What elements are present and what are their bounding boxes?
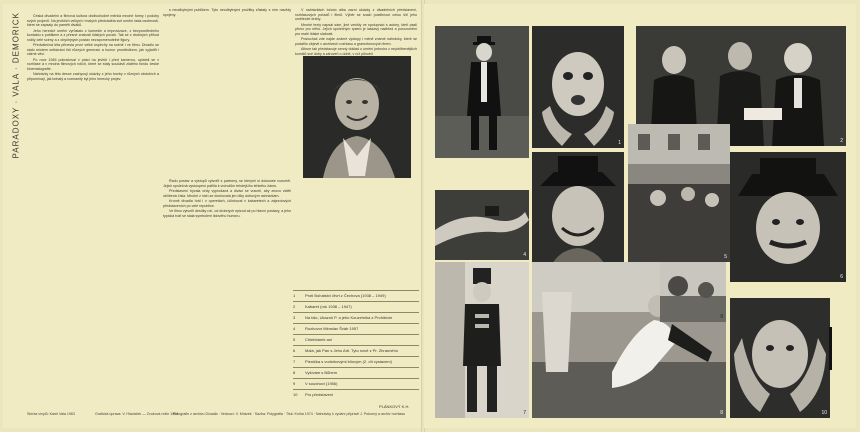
paragraph: Album tak představuje cenný doklad o umění jednoho z nejoblíbenějších komiků své doby a zároveň o době, v níž působil. (295, 47, 417, 56)
photo-landscape (660, 262, 726, 322)
paragraph: Mnohé texty napsal sám, jiné vznikly ve spolupráci s autory, kteří psali přímo pro něho. Jejich společným rysem je laskavý nadhled a porozumění pro malé lidské slabosti. (295, 22, 417, 36)
right-page (424, 4, 856, 428)
photo-image (660, 262, 726, 322)
text-column-2-top (163, 8, 291, 40)
track-number: 7 (293, 359, 296, 364)
track-row (293, 334, 419, 345)
photo-number: 10 (821, 410, 827, 416)
paragraph: Předválečná léta přinesla první velké úspěchy na scéně i ve filmu. Divadlo se stalo místem setkávání lidí různých generací a humor prostředkem, jak vyjádřit i vážné věci. (27, 43, 159, 56)
photo-image (435, 26, 529, 158)
photo-hand-closeup (435, 190, 529, 260)
photo-number: 5 (724, 254, 727, 260)
paragraph: Nahrávky na této desce zachycují ukázky z jeho tvorby v různých obdobích a připomínají, jak bohatý a rozmanitý byl jeho herecký projev. (27, 72, 159, 81)
track-row (293, 301, 419, 312)
track-row (293, 323, 419, 334)
track-number: 5 (293, 337, 296, 342)
track-number: 6 (293, 348, 296, 353)
photo-image (435, 262, 529, 418)
photo-hands-on-face (730, 298, 830, 418)
photo-face-hands (532, 26, 624, 148)
track-number: 10 (293, 392, 298, 397)
photo-number: 9 (720, 314, 723, 320)
track-title: Chlebbárek ani (305, 337, 332, 342)
black-bar-accent (829, 327, 832, 370)
text-column-3 (295, 8, 417, 288)
track-title: Pro představení (305, 392, 334, 397)
paragraph: Představení bývala vždy vyprodaná a diváci se vraceli, aby znovu viděli oblíbená čísla. Mnohé z nich se dochovala jen díky dobovým nahrávkám. (163, 189, 291, 198)
credits-left: Sbírka vinylů: Karel Vala 1963 (27, 412, 75, 416)
track-number: 9 (293, 381, 296, 386)
photo-image (730, 298, 830, 418)
paragraph: Jeho herecké umění vyrůstalo z komedie a improvizace, z bezprostředního kontaktu s publikem a z přesné znalosti lidských povah. Tak se z drobných příhod rodily celé scény a z obyčejných postav nezapomenutelné figury. (27, 28, 159, 42)
track-title: Vyšívám s Bůhem (305, 370, 338, 375)
track-number: 1 (293, 293, 296, 298)
paragraph: Česká divadelní a filmová kultura obdivuhodně měnila mnohé formy i podoby svých projevů. Na jevištích velkých i malých předváděla své umění řada osobností, které se zapsaly do paměti diváků. (27, 14, 159, 27)
photo-standing-comedian (435, 26, 529, 158)
track-title: Na falc, Ukazoš P. a jeho Kouzelníka z Prohibície (305, 315, 393, 320)
photo-image (532, 26, 624, 148)
photo-number: 4 (523, 252, 526, 258)
photo-street-scene (628, 124, 730, 262)
photo-image (435, 190, 529, 260)
track-number: 3 (293, 315, 296, 320)
track-list (293, 290, 419, 400)
credits-mid: Grafická úprava: V. Hlaváček — Zvuková režie 1964 (95, 412, 179, 416)
track-number: 8 (293, 370, 296, 375)
photo-image (730, 152, 846, 282)
left-page (3, 4, 422, 428)
track-row (293, 367, 419, 378)
credits-right: Fotografie z archivu Divadla · Vedoucí: V. Mrázek · Sazba: Polygrafia · Tisk: Kniha 1974 · Nahrávky k vydání připravil J. Pokorný a archiv rozhlasu (173, 412, 406, 416)
track-row (293, 290, 419, 301)
paragraph: V nahrávkách tohoto alba zazní ukázky z divadelních představení, rozhlasových pořadů i filmů. Výběr se snaží postihnout celou šíři jeho umělecké dráhy. (295, 8, 417, 21)
track-title: Rozhovor Miroslav Šváb 1957 (305, 326, 359, 331)
track-row (293, 356, 419, 367)
track-row (293, 345, 419, 356)
track-row (293, 312, 419, 323)
track-title: Malá, jak Pan s Jeho Arti. Tyto nově z Pr. Zhranného (305, 348, 399, 353)
track-row (293, 378, 419, 389)
photo-number: 1 (618, 140, 621, 146)
paragraph: Posluchač zde najde známé výstupy i méně známé nahrávky, které se podařilo objevit v archivech rozhlasu a gramofonových firem. (295, 37, 417, 46)
paragraph: Kromě divadla hrál i v operetách, účinkoval v kabaretech a zájezdových představeních po celé republice. (163, 199, 291, 208)
vertical-title-text: PARADOXY · VALA · DEMORICK (11, 12, 21, 159)
photo-soldier-uniform (435, 262, 529, 418)
track-title: Proti Bohatství čtvrt z Čechova (1938 – 1949) (305, 293, 386, 298)
photo-number: 2 (840, 138, 843, 144)
vertical-title (9, 12, 23, 212)
photo-number: 8 (720, 410, 723, 416)
paragraph: Ve filmu vytvořil desítky rolí, od drobných epizod až po hlavní postavy, a jeho typická tvář se stala symbolem lidového humoru. (163, 209, 291, 218)
text-column-2-bottom (163, 179, 291, 429)
photo-image (628, 124, 730, 262)
track-number: 4 (293, 326, 296, 331)
text-column-1 (27, 14, 159, 404)
signature: PLÁNKOVÝ K.H. (379, 404, 410, 409)
track-title: Kabaret (rok 1938 – 1947) (305, 304, 352, 309)
paragraph: Řadu postav a výstupů vytvořil s partnery, se kterými si dokonale rozuměl. Jejich společná vystoupení patřila k vrcholům tehdejšího lehkého žánru. (163, 179, 291, 188)
track-title: V soudnovi (1956) (305, 381, 338, 386)
photo-number: 7 (523, 410, 526, 416)
photo-number: 6 (840, 274, 843, 280)
track-title: Písnička s vodníkovými bílovým (2. díl vystavení) (305, 359, 392, 364)
paragraph: s neodbytnými publikem. Tyto neodbytnými prožitky zůstaly s ním navždy spojeny. (163, 8, 291, 17)
photo-moustache-hat (730, 152, 846, 282)
track-number: 2 (293, 304, 296, 309)
paragraph: Po roce 1945 pokračoval v práci na jevišti i před kamerou, uplatnil se v rozhlase a v mnoha filmových rolích, které se staly součástí zlatého fondu české kinematografie. (27, 57, 159, 71)
track-row (293, 389, 419, 400)
